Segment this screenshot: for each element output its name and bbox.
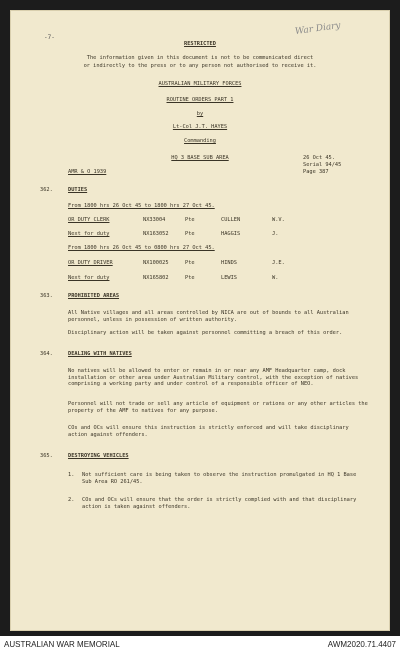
duty-role: Next for duty <box>68 231 110 237</box>
unit-title: HQ 3 BASE SUB AREA <box>171 155 229 161</box>
section-title: DUTIES <box>68 187 88 193</box>
orders-title: ROUTINE ORDERS PART 1 <box>166 97 234 103</box>
classification: RESTRICTED <box>184 41 216 47</box>
section-number: 362. <box>40 187 53 193</box>
duty-name: LEWIS <box>221 275 237 281</box>
pencil-mark: -7- <box>44 34 55 41</box>
notice-line-1: The information given in this document is not to be communicated direct <box>86 55 314 61</box>
order-page: Page 387 <box>303 169 329 175</box>
item-number: 2. <box>68 497 75 503</box>
notice-line-2: or indirectly to the press or to any person not authorised to receive it. <box>83 63 317 69</box>
footer-source: AUSTRALIAN WAR MEMORIAL <box>4 640 120 649</box>
appendix-ref: AMR & O 1939 <box>68 169 107 175</box>
section-title: DESTROYING VEHICLES <box>68 453 129 459</box>
list-item: COs and OCs will ensure that the order is strictly complied with and that disciplinary action is taken against offenders. <box>82 497 357 510</box>
pencil-annotation: War Diary <box>294 20 342 38</box>
force-title: AUSTRALIAN MILITARY FORCES <box>158 81 242 87</box>
duty-initials: W.V. <box>272 217 285 223</box>
duty-name: CULLEN <box>221 217 241 223</box>
footer-bar <box>0 636 400 653</box>
section-number: 365. <box>40 453 53 459</box>
duty-initials: J. <box>272 231 279 237</box>
duty-role: OR DUTY DRIVER <box>68 260 113 266</box>
paragraph: COs and OCs will ensure this instruction is strictly enforced and will take disciplinary action against offenders. <box>68 425 349 438</box>
duty-number: NX100025 <box>143 260 169 266</box>
duty-number: NX165802 <box>143 275 169 281</box>
by-label: by <box>196 111 204 117</box>
footer-accession: AWM2020.71.4407 <box>327 640 396 649</box>
duty-period: From 1800 hrs 26 Oct 45 to 1800 hrs 27 Oct 45. <box>68 203 215 209</box>
duty-number: NX163052 <box>143 231 169 237</box>
order-serial: Serial 94/45 <box>303 162 342 168</box>
duty-name: HINDS <box>221 260 237 266</box>
section-title: PROHIBITED AREAS <box>68 293 120 299</box>
duty-rank: Pte <box>185 260 195 266</box>
duty-initials: J.E. <box>272 260 285 266</box>
duty-role: Next for duty <box>68 275 110 281</box>
duty-rank: Pte <box>185 275 195 281</box>
paragraph: All Native villages and all areas controlled by NICA are out of bounds to all Australian personnel, unless in possession of written authority. <box>68 310 349 323</box>
document-body <box>10 10 390 631</box>
section-number: 364. <box>40 351 53 357</box>
paragraph: No natives will be allowed to enter or remain in or near any AMF Headquarter camp, dock installation or other area under Australian Military control, with the exception of natives comprising a working party and under control of a responsible officer of NEO. <box>68 368 359 388</box>
appointment: Commanding <box>184 138 216 144</box>
duty-initials: W. <box>272 275 279 281</box>
section-number: 363. <box>40 293 53 299</box>
commander: Lt-Col J.T. HAYES <box>172 124 228 130</box>
paragraph: Disciplinary action will be taken against personnel committing a breach of this order. <box>68 330 343 336</box>
item-number: 1. <box>68 472 75 478</box>
duty-role: OR DUTY CLERK <box>68 217 110 223</box>
duty-rank: Pte <box>185 217 195 223</box>
list-item: Not sufficient care is being taken to observe the instruction promulgated in HQ 1 Base Sub Area RO 261/45. <box>82 472 357 485</box>
duty-name: HAGGIS <box>221 231 241 237</box>
section-title: DEALING WITH NATIVES <box>68 351 132 357</box>
duty-number: NX33004 <box>143 217 166 223</box>
order-date: 26 Oct 45. <box>303 155 335 161</box>
duty-rank: Pte <box>185 231 195 237</box>
paragraph: Personnel will not trade or sell any article of equipment or rations or any other articles the property of the AMF to natives for any purpose. <box>68 401 368 414</box>
duty-period: From 1800 hrs 26 Oct 45 to 0800 hrs 27 Oct 45. <box>68 245 215 251</box>
document-page <box>10 10 390 631</box>
